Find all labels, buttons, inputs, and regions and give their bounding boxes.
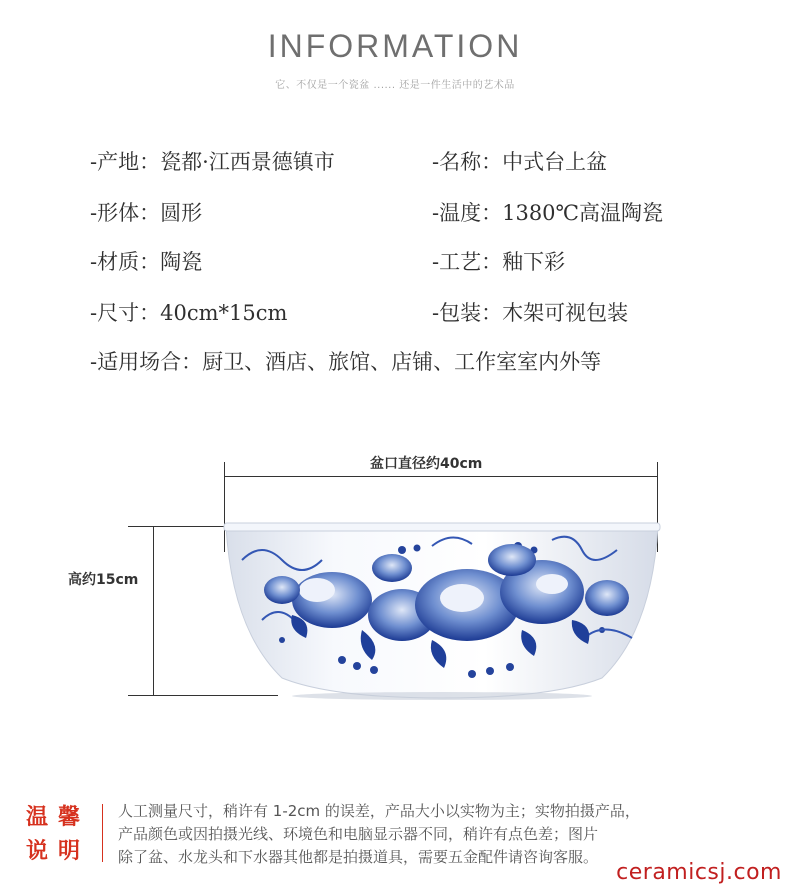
notice-title-line2: 说明 — [26, 839, 91, 864]
page-title: INFORMATION — [267, 28, 523, 64]
notice-line-3: 除了盆、水龙头和下水器其他都是拍摄道具，需要五金配件请咨询客服。 — [118, 848, 599, 866]
spec-craft: -工艺：釉下彩 — [432, 250, 566, 274]
spec-shape: -形体：圆形 — [90, 201, 203, 225]
notice-line-1: 人工测量尺寸，稍许有 1-2cm 的误差，产品大小以实物为主；实物拍摄产品， — [118, 802, 640, 820]
watermark: ceramicsj.com — [616, 860, 782, 885]
spec-name: -名称：中式台上盆 — [432, 150, 608, 174]
notice-title-line1: 温馨 — [26, 805, 91, 830]
diameter-label: 盆口直径约40cm — [370, 456, 483, 472]
spec-packaging: -包装：木架可视包装 — [432, 301, 629, 325]
notice-divider — [102, 804, 103, 862]
spec-material: -材质：陶瓷 — [90, 250, 203, 274]
spec-size: -尺寸：40cm*15cm — [90, 301, 288, 325]
notice-line-2: 产品颜色或因拍摄光线、环境色和电脑显示器不同，稍许有点色差；图片 — [118, 825, 599, 843]
height-line — [153, 526, 154, 696]
basin-image — [222, 520, 662, 700]
diameter-line — [224, 476, 658, 477]
height-label: 高约15cm — [68, 572, 139, 588]
spec-usage: -适用场合：厨卫、酒店、旅馆、店铺、工作室室内外等 — [90, 350, 602, 374]
page-subtitle: 它、不仅是一个瓷盆 ...... 还是一件生活中的艺术品 — [275, 80, 515, 91]
spec-origin: -产地：瓷都·江西景德镇市 — [90, 150, 335, 174]
spec-temperature: -温度：1380℃高温陶瓷 — [432, 201, 664, 225]
